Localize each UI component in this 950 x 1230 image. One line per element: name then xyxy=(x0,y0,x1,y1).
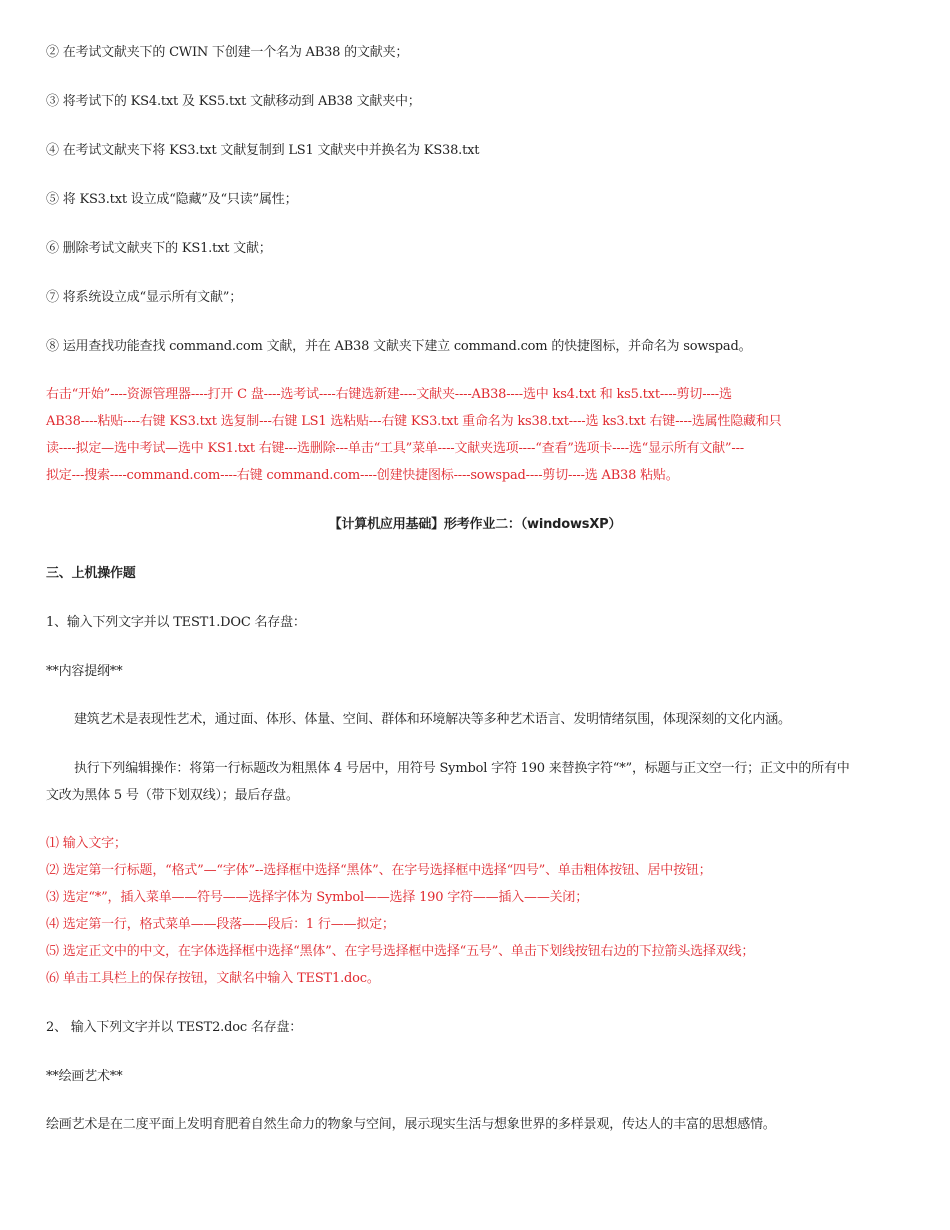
answer-line-1: 右击“开始”----资源管理器----打开 C 盘----选考试----右键选新建----文献夹----AB38----选中 ks4.txt 和 ks5.txt----剪切----选 xyxy=(46,387,732,402)
step-6: ⑥ 删除考试文献夹下的 KS1.txt 文献； xyxy=(46,241,272,256)
step-5: ⑤ 将 KS3.txt 设立成“隐藏”及“只读”属性； xyxy=(46,192,298,207)
step-8: ⑧ 运用查找功能查找 command.com 文献，并在 AB38 文献夹下建立 command.com 的快捷图标，并命名为 sowspad。 xyxy=(46,339,752,354)
q1-answer-4: ⑷ 选定第一行，格式菜单——段落——段后：1 行——拟定； xyxy=(46,917,395,932)
answer-line-3: 读----拟定—选中考试—选中 KS1.txt 右键---选删除---单击“工具”菜单----文献夹选项----“查看”选项卡----选“显示所有文献”--- xyxy=(46,441,744,456)
step-2: ② 在考试文献夹下的 CWIN 下创建一个名为 AB38 的文献夹； xyxy=(46,45,409,60)
q1-subtitle: **内容提纲** xyxy=(46,664,123,679)
step-4: ④ 在考试文献夹下将 KS3.txt 文献复制到 LS1 文献夹中并换名为 KS38.txt xyxy=(46,143,480,158)
q1-instructions-line-2: 文改为黑体 5 号（带下划双线）；最后存盘。 xyxy=(46,788,299,803)
q1-answer-5: ⑸ 选定正文中的中文，在字体选择框中选择“黑体”、在字号选择框中选择“五号”、单击下划线按钮右边的下拉箭头选择双线； xyxy=(46,944,755,959)
q1-title: 1、输入下列文字并以 TEST1.DOC 名存盘： xyxy=(46,615,306,630)
q1-instructions-line-1: 执行下列编辑操作：将第一行标题改为粗黑体 4 号居中，用符号 Symbol 字符 190 来替换字符“*”，标题与正文空一行；正文中的所有中 xyxy=(74,761,850,776)
q1-paragraph: 建筑艺术是表现性艺术，通过面、体形、体量、空间、群体和环境解决等多种艺术语言、发明情绪氛围，体现深刻的文化内涵。 xyxy=(74,712,791,727)
q1-answer-1: ⑴ 输入文字； xyxy=(46,836,127,851)
q1-answer-3: ⑶ 选定“*”，插入菜单——符号——选择字体为 Symbol——选择 190 字符——插入——关闭； xyxy=(46,890,589,905)
step-7: ⑦ 将系统设立成“显示所有文献”； xyxy=(46,290,243,305)
answer-line-4: 拟定---搜索----command.com----右键 command.com----创建快捷图标----sowspad----剪切----选 AB38 粘贴。 xyxy=(46,468,679,483)
q2-paragraph: 绘画艺术是在二度平面上发明育肥着自然生命力的物象与空间，展示现实生活与想象世界的多样景观，传达人的丰富的思想感情。 xyxy=(46,1117,776,1132)
q1-answer-6: ⑹ 单击工具栏上的保存按钮，文献名中输入 TEST1.doc。 xyxy=(46,971,380,986)
q1-answer-2: ⑵ 选定第一行标题，“格式”—“字体”--选择框中选择“黑体”、在字号选择框中选择“四号”、单击粗体按钮、居中按钮； xyxy=(46,863,712,878)
assignment-heading: 【计算机应用基础】形考作业二：（windowsXP） xyxy=(328,517,622,532)
q2-subtitle: **绘画艺术** xyxy=(46,1069,123,1084)
q2-title: 2、 输入下列文字并以 TEST2.doc 名存盘： xyxy=(46,1020,303,1035)
step-3: ③ 将考试下的 KS4.txt 及 KS5.txt 文献移动到 AB38 文献夹中； xyxy=(46,94,421,109)
section-title: 三、上机操作题 xyxy=(46,566,136,581)
answer-line-2: AB38----粘贴----右键 KS3.txt 选复制---右键 LS1 选粘贴---右键 KS3.txt 重命名为 ks38.txt----选 ks3.txt 右键----选属性隐藏和只 xyxy=(46,414,782,429)
